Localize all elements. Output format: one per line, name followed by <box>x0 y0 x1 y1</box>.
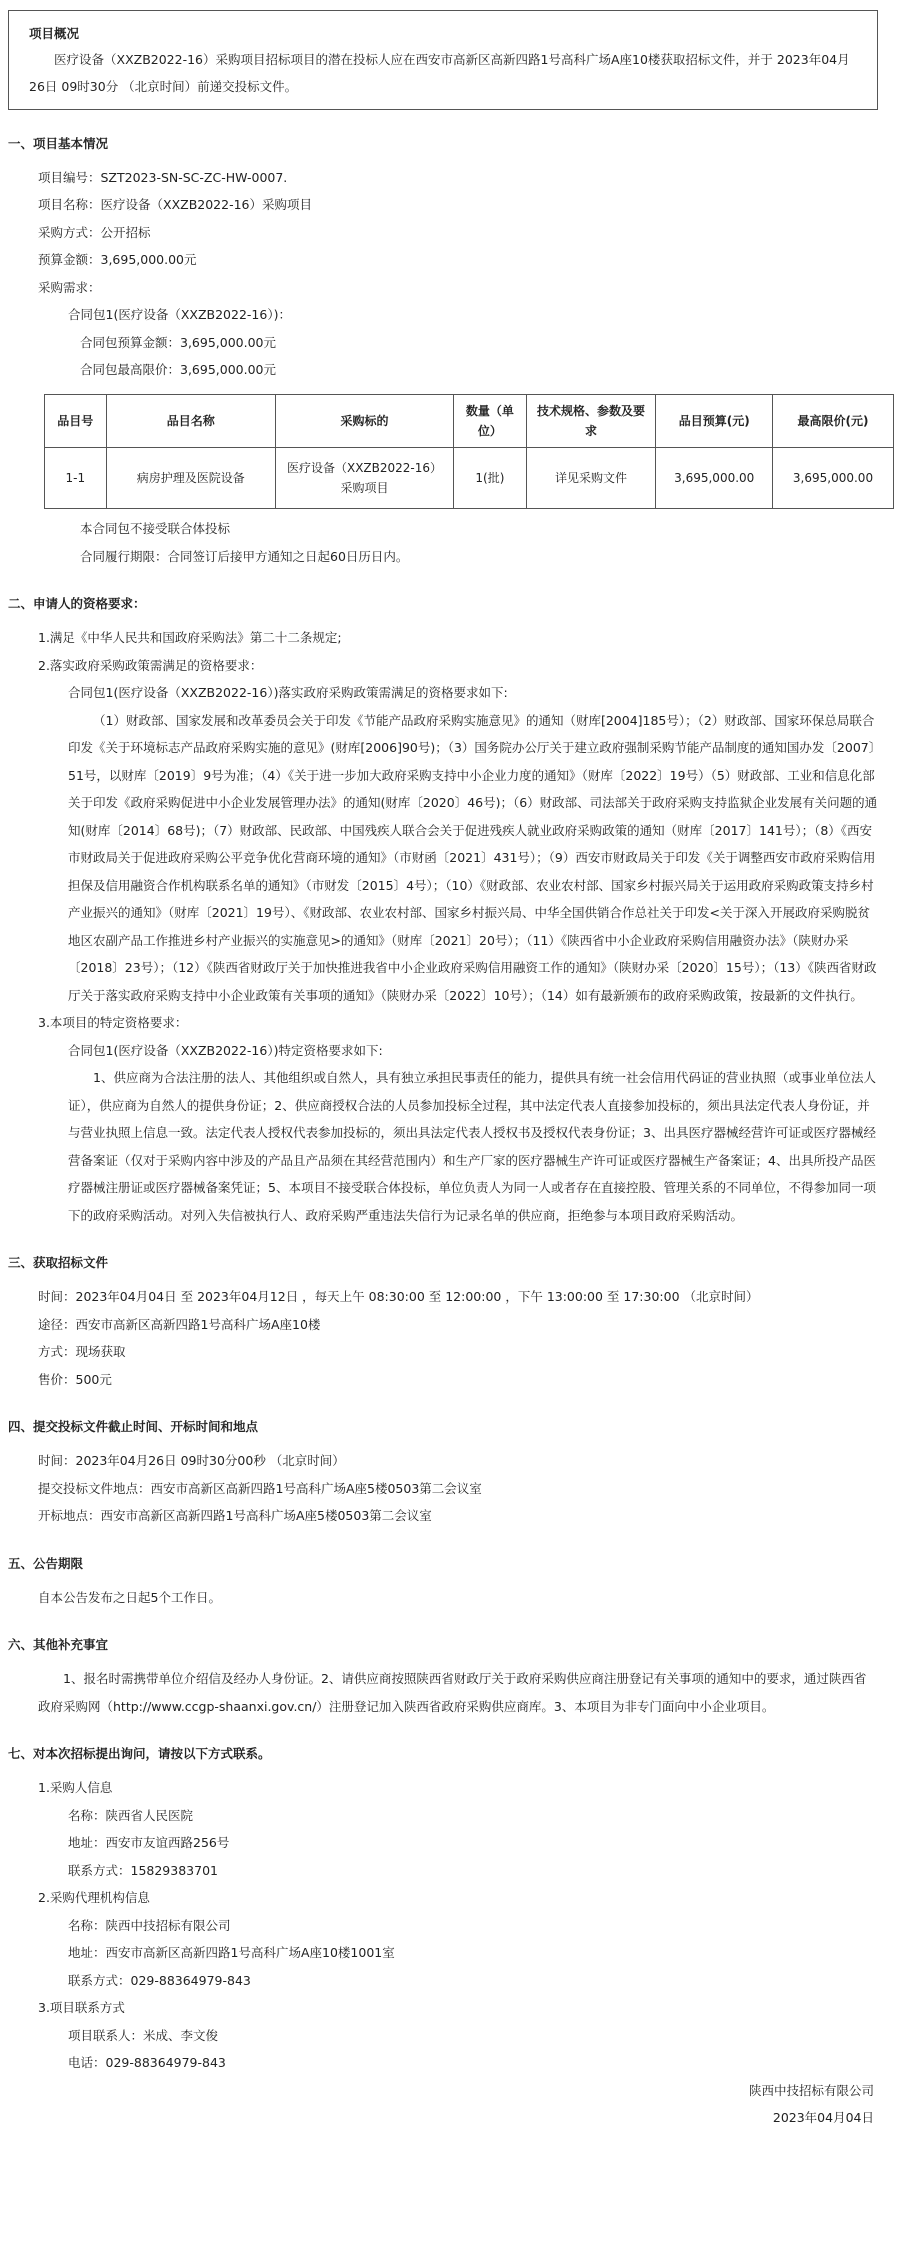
budget-amount: 预算金额：3,695,000.00元 <box>38 252 197 267</box>
table-header-cell: 最高限价(元) <box>773 394 894 448</box>
notice-period: 自本公告发布之日起5个工作日。 <box>38 1589 221 1605</box>
contract-period: 合同履行期限：合同签订后接甲方通知之日起60日历日内。 <box>80 548 409 564</box>
package-budget: 合同包预算金额：3,695,000.00元 <box>80 334 276 350</box>
policy-requirements-text: （1）财政部、国家发展和改革委员会关于印发《节能产品政府采购实施意见》的通知（财库[2004]185号）；（2）财政部、国家环保总局联合印发《关于环境标志产品政府采购实施的意见》(财库[2006]90号)；（3）国务院办公厅关于建立政府强制采购节能产品制度的通知国办发〔2007〕51号，以财库〔2019〕9号为准；（4）《关于进一步加大政府采购支持中小企业力度的通知》（财库〔2022〕19号）（5）财政部、工业和信息化部关于印发《政府采购促进中小企业发展管理办法》的通知(财库〔2020〕46号)；（6）财政部、司法部关于政府采购支持监狱企业发展有关问题的通知(财库〔2014〕68号)；（7）财政部、民政部、中国残疾人联合会关于促进残疾人就业政府采购政策的通知（财库〔2017〕141号）；（8）《西安市财政局关于促进政府采购公平竞争优化营商环境的通知》（市财函〔2021〕431号）；（9）西安市财政局关于印发《关于调整西安市政府采购信用担保及信用融资合作机构联系名单的通知》（市财发〔2015〕4号）；（10）《财政部、农业农村部、国家乡村振兴局关于运用政府采购政策支持乡村产业振兴的通知》（财库〔2021〕19号）、《财政部、农业农村部、国家乡村振兴局、中华全国供销合作总社关于印发<关于深入开展政府采购脱贫地区农副产品工作推进乡村产业振兴的实施意见>的通知》（财库〔2021〕20号）；（11）《陕西省中小企业政府采购信用融资办法》（陕财办采〔2018〕23号）；（12）《陕西省财政厅关于加快推进我省中小企业政府采购信用融资工作的通知》（陕财办采〔2020〕15号）；（13）《陕西省财政厅关于落实政府采购支持中小企业政策有关事项的通知》（陕财办采〔2022〕10号）；（14）如有最新颁布的政府采购政策，按最新的文件执行。 <box>68 712 878 1003</box>
agent-name: 名称：陕西中技招标有限公司 <box>68 1917 231 1933</box>
table-cell: 1(批) <box>454 448 527 509</box>
no-joint-bid-note: 本合同包不接受联合体投标 <box>80 521 231 537</box>
deadline-time: 时间：2023年04月26日 09时30分00秒 （北京时间） <box>38 1453 345 1469</box>
obtain-time: 时间：2023年04月04日 至 2023年04月12日 ，每天上午 08:30:00 至 12:00:00 ，下午 13:00:00 至 17:30:00 （北京时间） <box>38 1289 759 1305</box>
requirement-2: 2.落实政府采购政策需满足的资格要求： <box>38 657 263 673</box>
table-header-row <box>45 394 894 448</box>
signoff-company: 陕西中技招标有限公司 <box>748 2082 874 2098</box>
project-number: 项目编号：SZT2023-SN-SC-ZC-HW-0007. <box>38 169 288 185</box>
project-name: 项目名称：医疗设备（XXZB2022-16）采购项目 <box>38 197 312 212</box>
package-max-price: 合同包最高限价：3,695,000.00元 <box>80 362 276 377</box>
table-cell: 3,695,000.00 <box>773 448 894 509</box>
buyer-info-title: 1.采购人信息 <box>38 1780 113 1796</box>
submit-place: 提交投标文件地点：西安市高新区高新四路1号高科广场A座5楼0503第二会议室 <box>38 1480 482 1496</box>
specific-requirements-text: 1、供应商为合法注册的法人、其他组织或自然人，具有独立承担民事责任的能力，提供具有统一社会信用代码证的营业执照（或事业单位法人证），供应商为自然人的提供身份证；2、供应商授权合法的人员参加投标全过程，其中法定代表人直接参加投标的，须出具法定代表人身份证，并与营业执照上信息一致。法定代表人授权代表参加投标的，须出具法定代表人授权书及授权代表身份证；3、出具医疗器械经营许可证或医疗器械经营备案证（仅对于采购内容中涉及的产品且产品须在其经营范围内）和生产厂家的医疗器械生产许可证或医疗器械生产备案证；4、出具所投产品医疗器械注册证或医疗器械备案凭证；5、本项目不接受联合体投标，单位负责人为同一人或者存在直接控股、管理关系的不同单位，不得参加同一项下的政府采购活动。对列入失信被执行人、政府采购严重违法失信行为记录名单的供应商，拒绝参与本项目政府采购活动。 <box>68 1070 876 1223</box>
agent-info-title: 2.采购代理机构信息 <box>38 1890 150 1906</box>
table-cell: 1-1 <box>45 448 107 509</box>
table-header-cell: 品目名称 <box>106 394 275 448</box>
section-3-title: 三、获取招标文件 <box>8 1255 109 1271</box>
signoff-date: 2023年04月04日 <box>772 2110 874 2126</box>
requirement-2-package: 合同包1(医疗设备（XXZB2022-16）)落实政府采购政策需满足的资格要求如下: <box>68 685 508 701</box>
opening-place: 开标地点：西安市高新区高新四路1号高科广场A座5楼0503第二会议室 <box>38 1508 432 1524</box>
supplementary-text: 1、报名时需携带单位介绍信及经办人身份证。2、请供应商按照陕西省财政厅关于政府采购供应商注册登记有关事项的通知中的要求，通过陕西省政府采购网（http://www.ccgp-shaanxi.gov.cn/）注册登记加入陕西省政府采购供应商库。3、本项目为非专门面向中小企业项目。 <box>38 1671 867 1714</box>
items-table <box>44 394 894 510</box>
buyer-address: 地址：西安市友谊西路256号 <box>68 1835 230 1851</box>
requirement-3: 3.本项目的特定资格要求： <box>38 1015 188 1031</box>
overview-box <box>8 10 878 110</box>
overview-title: 项目概况 <box>29 26 80 41</box>
obtain-place: 途径：西安市高新区高新四路1号高科广场A座10楼 <box>38 1316 321 1332</box>
table-header-cell: 技术规格、参数及要求 <box>526 394 656 448</box>
buyer-name: 名称：陕西省人民医院 <box>68 1807 194 1823</box>
contact-phone: 电话：029-88364979-843 <box>68 2055 226 2071</box>
table-header-cell: 采购标的 <box>275 394 453 448</box>
agent-phone: 联系方式：029-88364979-843 <box>68 1972 251 1988</box>
procurement-method: 采购方式：公开招标 <box>38 224 151 240</box>
overview-text: 医疗设备（XXZB2022-16）采购项目招标项目的潜在投标人应在西安市高新区高新四路1号高科广场A座10楼获取招标文件，并于 2023年04月26日 09时30分 （北京时间）前递交投标文件。 <box>29 51 850 94</box>
contract-package: 合同包1(医疗设备（XXZB2022-16）)： <box>68 307 291 322</box>
section-4-title: 四、提交投标文件截止时间、开标时间和地点 <box>8 1419 259 1435</box>
section-2-title: 二、申请人的资格要求： <box>8 596 146 612</box>
section-7-title: 七、对本次招标提出询问，请按以下方式联系。 <box>8 1746 271 1762</box>
table-cell: 详见采购文件 <box>526 448 656 509</box>
table-row <box>45 448 894 509</box>
buyer-phone: 联系方式：15829383701 <box>68 1862 218 1878</box>
contact-info-title: 3.项目联系方式 <box>38 2000 125 2016</box>
obtain-price: 售价：500元 <box>38 1371 112 1387</box>
table-cell: 病房护理及医院设备 <box>106 448 275 509</box>
table-cell: 医疗设备（XXZB2022-16）采购项目 <box>275 448 453 509</box>
agent-address: 地址：西安市高新区高新四路1号高科广场A座10楼1001室 <box>68 1945 395 1961</box>
requirement-1: 1.满足《中华人民共和国政府采购法》第二十二条规定; <box>38 630 342 646</box>
obtain-way: 方式：现场获取 <box>38 1344 126 1360</box>
section-5-title: 五、公告期限 <box>8 1555 84 1571</box>
procurement-demand: 采购需求： <box>38 279 101 295</box>
section-6-title: 六、其他补充事宜 <box>8 1637 109 1653</box>
contact-person: 项目联系人：米成、李文俊 <box>68 2027 219 2043</box>
table-header-cell: 品目预算(元) <box>656 394 773 448</box>
table-cell: 3,695,000.00 <box>656 448 773 509</box>
table-header-cell: 数量（单位） <box>454 394 527 448</box>
requirement-3-package: 合同包1(医疗设备（XXZB2022-16）)特定资格要求如下: <box>68 1042 383 1058</box>
section-1-title: 一、项目基本情况 <box>8 135 109 151</box>
table-header-cell: 品目号 <box>45 394 107 448</box>
